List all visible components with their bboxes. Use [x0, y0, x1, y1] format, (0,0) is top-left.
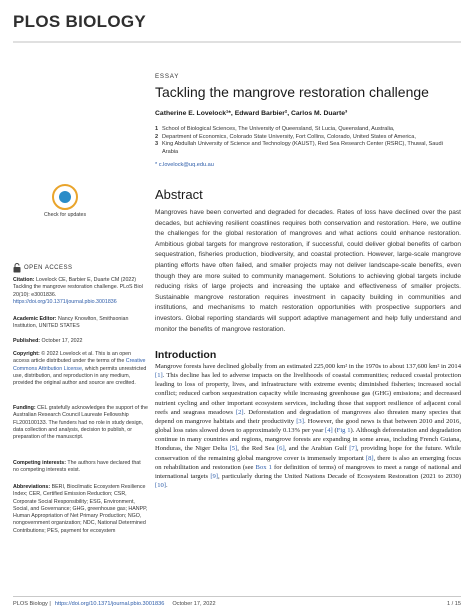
intro-text-segment: , particularly during the United Nations Decade of Ecosystem Restoration (2021 to 2030): [218, 472, 462, 480]
article-title: Tackling the mangrove restoration challenge: [155, 84, 429, 100]
citation-link[interactable]: [8]: [365, 454, 374, 462]
citation-doi-link[interactable]: https://doi.org/10.1371/journal.pbio.3001836: [13, 298, 117, 305]
affiliation-number: 3: [155, 141, 159, 148]
citation-text: Lovelock CE, Barbier E, Duarte CM (2022) Tackling the mangrove restoration challenge. PLoS Biol 20(10): e3001836.: [13, 277, 143, 298]
intro-text-segment: . However, the good news is that between 2010 and 2016, global loss rates slowed down to approximately 0.13% per year: [155, 417, 461, 435]
footer-journal: PLOS Biology |: [13, 601, 51, 607]
affiliation-text: King Abdullah University of Science and Technology (KAUST), Red Sea Research Center (RSRC), Thuwal, Saudi Arabia: [162, 141, 443, 156]
citation-link[interactable]: [4]: [325, 427, 333, 435]
published-block: [13, 338, 148, 345]
affiliation-text: Department of Economics, Colorado State University, Fort Collins, Colorado, United States of America,: [162, 133, 416, 140]
intro-text-segment: , there is also an emerging focus on rehabilitation and restoration (see: [155, 454, 461, 471]
box-link[interactable]: Box 1: [255, 463, 272, 471]
published-label: Published:: [13, 338, 41, 344]
academic-editor-label: Academic Editor:: [13, 316, 57, 322]
citation-link[interactable]: [7]: [349, 445, 357, 453]
open-access-label: OPEN ACCESS: [24, 265, 73, 271]
introduction-heading: Introduction: [155, 349, 217, 361]
affiliation-item: [155, 134, 460, 142]
author-list: Catherine E. Lovelock¹*, Edward Barbier², Carlos M. Duarte³: [155, 110, 348, 117]
copyright-text: © 2022 Lovelock et al. This is an open access article distributed under the terms of the: [13, 351, 132, 365]
affiliation-item: [155, 126, 460, 134]
journal-logo: PLOS BIOLOGY: [13, 12, 147, 31]
competing-interests-block: [13, 460, 148, 475]
introduction-text: [155, 362, 461, 490]
intro-text-segment: ). Although deforestation and degradation continue in many countries and regions, mangrove forests are expanding in some areas, including French Guiana, Honduras, the Niger Delta: [155, 427, 461, 453]
intro-text-segment: . This decline has led to adverse impacts on the livelihoods of coastal communities; reduced coastal protection leading to loss of property, lives, and infrastructure with extreme events; diminished fisheries; increased social conflict; reduced carbon sequestration capacity while increasing greenhouse gas (GHG) emissions; and decreased nutrient cycling and other important ecosystem services, including those that support resilience of adjacent coral reefs and seagrass meadows: [155, 372, 461, 416]
affiliation-list: [155, 126, 460, 157]
license-link[interactable]: Creative Commons Attribution License: [13, 358, 146, 372]
citation-link[interactable]: [5]: [229, 445, 238, 453]
open-lock-icon: [13, 263, 21, 273]
intro-text-segment: Mangrove forests have declined globally from an estimated 225,000 km² in the 1970s to about 137,600 km² in 2014: [155, 363, 461, 370]
abbreviations-block: [13, 484, 148, 535]
figure-link[interactable]: Fig 1: [336, 427, 351, 435]
intro-text-segment: , providing hope for the future. While conservation of the remaining global mangrove cover is immensely important: [155, 445, 461, 462]
academic-editor-block: [13, 316, 148, 331]
corresponding-email-link[interactable]: * c.lovelock@uq.edu.au: [155, 162, 214, 168]
intro-text-segment: .: [166, 482, 168, 490]
intro-text-segment: . Deforestation and degradation of mangroves also threaten many species that depend on mangrove habitats and their productivity: [155, 408, 461, 425]
footer-divider: [13, 596, 461, 597]
citation-link[interactable]: [1]: [155, 372, 163, 380]
citation-block: [13, 277, 148, 306]
affiliation-number: 1: [155, 126, 159, 132]
published-date: October 17, 2022: [40, 338, 83, 344]
page-footer: [13, 601, 461, 607]
intro-text-segment: , the Red Sea: [237, 445, 277, 453]
copyright-text: , which permits unrestricted use, distribution, and reproduction in any medium, provided the original author and source are credited.: [13, 365, 147, 387]
abbreviations-text: BERI, Biocilmatic Ecosystem Resilience Index; CER, Certified Emission Reduction; CSR, Corporate Social Responsibility; ESG, Environment, Social, and Governance; GHG, greenhouse gas; HANPP, Human Appropriation of Net Primary Production; NGO, nongovernment organization; NDC, National Determined Contributions; PES, payment for ecosystem: [13, 484, 148, 534]
abstract-text: Mangroves have been converted and degraded for decades. Rates of loss have declined over the past decades, but achieving resilient coastlines requires both conservation and restoration. Here, we outline the challenges for the global restoration of mangroves and what actions could enhance restoration. Ambitious global targets for mangrove restoration, if successful, could deliver global benefits of carbon sequestration, fisheries production, biodiversity, and coastal protection. However, large-scale mangrove planting efforts have often failed, and smaller projects may not deliver landscape-scale benefits, even though they are more suited to community management. Solutions to achieving global targets include reducing risks of large projects and increasing the uptake and effectiveness of smaller projects. Sustainable mangrove restoration requires investment in capacity building in communities and institutions, and mechanisms to match restoration opportunities with prospective supporters and investors. Global reporting standards will support adaptive management and help fully understand and monitor the benefits of mangrove restoration.: [155, 209, 461, 333]
check-updates-label: Check for updates: [43, 212, 87, 218]
affiliation-number: 2: [155, 133, 159, 140]
academic-editor-text: Nancy Knowlton, Smithsonian Institution, UNITED STATES: [13, 316, 129, 330]
intro-text-segment: for definition of terms) of mangroves to meet a range of national and international targets: [155, 463, 461, 480]
page-number: 1 / 15: [447, 601, 461, 607]
intro-text-segment: , and the Arabian Gulf: [284, 445, 350, 453]
funding-block: [13, 405, 148, 441]
affiliation-item: [155, 141, 460, 156]
open-access-badge: [13, 263, 73, 273]
abbreviations-label: Abbreviations:: [13, 484, 51, 490]
affiliation-text: School of Biological Sciences, The University of Queensland, St Lucia, Queensland, Australia,: [162, 126, 395, 132]
competing-interests-text: The authors have declared that no competing interests exist.: [13, 460, 141, 474]
copyright-block: [13, 351, 148, 387]
competing-interests-label: Competing interests:: [13, 460, 66, 466]
funding-text: CEL gratefully acknowledges the support of the Australian Research Council Laureate Fellowship FL200100133. The funders had no role in study design, data collection and analysis, decision to publish, or preparation of the manuscript.: [13, 405, 148, 441]
citation-label: Citation:: [13, 277, 35, 283]
article-type-label: ESSAY: [155, 73, 180, 80]
check-for-updates-button[interactable]: [40, 184, 90, 230]
copyright-label: Copyright:: [13, 351, 40, 357]
footer-date: October 17, 2022: [172, 601, 216, 607]
citation-link[interactable]: [10]: [155, 482, 166, 490]
footer-doi-link[interactable]: https://doi.org/10.1371/journal.pbio.3001836: [54, 601, 165, 607]
citation-link[interactable]: [6]: [276, 445, 285, 453]
header-divider: [13, 41, 461, 43]
citation-link[interactable]: [2]: [235, 408, 244, 416]
citation-link[interactable]: [3]: [296, 417, 304, 425]
funding-label: Funding:: [13, 405, 36, 411]
citation-link[interactable]: [9]: [210, 472, 219, 480]
abstract-heading: Abstract: [155, 187, 203, 202]
check-updates-icon: [52, 184, 78, 210]
intro-text-segment: (: [332, 427, 337, 435]
